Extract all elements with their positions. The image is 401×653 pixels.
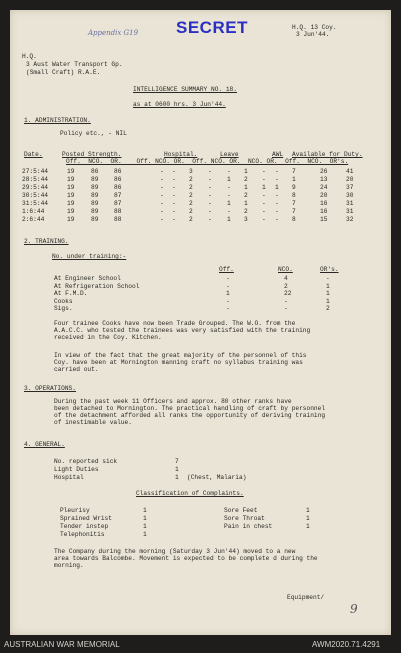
light-duties-value: 1 xyxy=(175,466,179,473)
strength-cell: - xyxy=(275,216,279,223)
strength-cell: 32 xyxy=(346,216,354,223)
hospital-label: Hospital xyxy=(54,474,84,481)
strength-cell: - xyxy=(208,216,212,223)
complaint-label: Sore Feet xyxy=(224,507,258,514)
strength-cell: 2 xyxy=(189,192,193,199)
strength-cell: - xyxy=(208,200,212,207)
strength-cell: 9 xyxy=(292,184,296,191)
strength-cell: - xyxy=(262,216,266,223)
training-paragraph-1: Four trainee Cooks have now been Trade Grouped. The W.O. from the A.A.C.C. who tested the trainees was very satisfied with the training received in the Coy. Kitchen. xyxy=(54,320,311,341)
strength-cell: 7 xyxy=(292,208,296,215)
sick-value: 7 xyxy=(175,458,179,465)
strength-cell: 16 xyxy=(320,208,328,215)
hq-line: H.Q. 13 Coy. xyxy=(292,24,337,31)
training-cell: 22 xyxy=(284,290,292,297)
strength-cell: 89 xyxy=(91,192,99,199)
complaint-label: Pain in chest xyxy=(224,523,273,530)
strength-cell: 2 xyxy=(244,208,248,215)
strength-cell: 1 xyxy=(292,176,296,183)
strength-cell: 89 xyxy=(91,184,99,191)
strength-cell: 8 xyxy=(292,216,296,223)
complaint-label: Sore Throat xyxy=(224,515,265,522)
section-3-heading: 3. OPERATIONS. xyxy=(24,385,76,392)
complaints-heading: Classification of Complaints. xyxy=(136,490,244,497)
strength-cell: - xyxy=(275,168,279,175)
training-col-off: Off. xyxy=(219,266,234,273)
strength-cell: 31:5:44 xyxy=(22,200,48,207)
strength-cell: 7 xyxy=(292,168,296,175)
section-4-heading: 4. GENERAL. xyxy=(24,441,65,448)
complaint-count: 1 xyxy=(306,515,310,522)
complaint-count: 1 xyxy=(306,523,310,530)
training-cell: 2 xyxy=(284,282,288,290)
complaint-label: Sprained Wrist xyxy=(60,515,112,522)
strength-cell: 2 xyxy=(244,192,248,199)
strength-cell: 28:5:44 xyxy=(22,176,48,183)
secret-stamp: SECRET xyxy=(176,18,248,37)
addressee-line-2: 3 Aust Water Transport Gp. xyxy=(26,61,123,68)
strength-cell: 86 xyxy=(114,184,122,191)
strength-cell: - xyxy=(172,200,176,207)
training-col-ors: OR's. xyxy=(320,266,339,273)
strength-cell: 2 xyxy=(189,184,193,191)
document-subtitle: as at 0600 hrs. 3 Jun'44. xyxy=(133,101,226,108)
strength-cell: - xyxy=(227,184,231,191)
strength-cell: 89 xyxy=(91,208,99,215)
strength-cell: 19 xyxy=(67,216,75,223)
policy-line: Policy etc., - NIL xyxy=(60,130,127,137)
strength-cell: - xyxy=(208,168,212,175)
col-available: Available for Duty. xyxy=(292,151,363,158)
strength-cell: - xyxy=(262,176,266,183)
complaint-count: 1 xyxy=(143,523,147,530)
strength-cell: 2 xyxy=(189,200,193,207)
strength-cell: 31 xyxy=(346,200,354,207)
strength-cell: - xyxy=(160,168,164,175)
strength-cell: 19 xyxy=(67,192,75,199)
strength-cell: 2:6:44 xyxy=(22,216,45,223)
strength-cell: 1 xyxy=(244,168,248,175)
strength-cell: 1 xyxy=(244,200,248,207)
strength-cell: 86 xyxy=(114,168,122,175)
training-cell: 4 xyxy=(284,275,288,282)
complaint-count: 1 xyxy=(143,515,147,522)
training-cell: 2 xyxy=(326,305,330,312)
strength-cell: - xyxy=(275,200,279,207)
training-paragraph-2: In view of the fact that the great majority of the personnel of this Coy. have been at Mornington manning craft no syllabus training was carried out. xyxy=(54,352,307,373)
strength-cell: - xyxy=(172,184,176,191)
training-cell: - xyxy=(284,305,288,312)
col-awl: AWL xyxy=(272,151,284,158)
strength-cell: - xyxy=(208,208,212,215)
strength-cell: - xyxy=(172,168,176,175)
complaint-count: 1 xyxy=(143,531,147,538)
strength-cell: - xyxy=(262,168,266,175)
strength-cell: 31 xyxy=(346,208,354,215)
training-cell: 1 xyxy=(326,282,330,290)
training-cell: - xyxy=(226,275,230,282)
hospital-note: (Chest, Malaria) xyxy=(187,474,247,481)
strength-cell: 26 xyxy=(320,168,328,175)
training-cell: 1 xyxy=(326,290,330,297)
col-posted: Posted Strength. xyxy=(62,151,122,158)
strength-cell: 3 xyxy=(189,168,193,175)
strength-cell: 24 xyxy=(320,184,328,191)
strength-cell: 30:5:44 xyxy=(22,192,48,199)
strength-cell: 1:6:44 xyxy=(22,208,45,215)
training-cell: - xyxy=(226,282,230,290)
training-row-label: At F.M.D. xyxy=(54,290,88,297)
strength-cell: - xyxy=(172,176,176,183)
strength-cell: 1 xyxy=(227,176,231,183)
training-cell: - xyxy=(326,275,330,282)
training-row-label: At Refrigeration School xyxy=(54,282,140,290)
strength-cell: 20 xyxy=(320,192,328,199)
strength-cell: 8 xyxy=(292,192,296,199)
training-cell: - xyxy=(226,305,230,312)
strength-cell: 2 xyxy=(189,176,193,183)
strength-cell: 19 xyxy=(67,200,75,207)
strength-cell: 30 xyxy=(346,192,354,199)
strength-cell: 86 xyxy=(114,176,122,183)
addressee-line-3: (Small Craft) R.A.E. xyxy=(26,69,101,76)
strength-cell: 27:5:44 xyxy=(22,168,48,175)
training-cell: 1 xyxy=(226,290,230,297)
strength-cell: - xyxy=(160,216,164,223)
strength-cell: 2 xyxy=(244,176,248,183)
strength-cell: 3 xyxy=(244,216,248,223)
strength-cell: - xyxy=(160,208,164,215)
strength-cell: 86 xyxy=(91,168,99,175)
training-subheading: No. under training:- xyxy=(52,253,127,260)
addressee-line-1: H.Q. xyxy=(22,53,37,60)
light-duties-label: Light Duties xyxy=(54,466,99,473)
strength-cell: - xyxy=(275,208,279,215)
strength-cell: 2 xyxy=(189,216,193,223)
strength-cell: 29:5:44 xyxy=(22,184,48,191)
complaint-count: 1 xyxy=(143,507,147,514)
strength-cell: - xyxy=(275,176,279,183)
archive-name: AUSTRALIAN WAR MEMORIAL xyxy=(4,640,120,649)
training-col-nco: NCO. xyxy=(278,266,293,273)
strength-cell: - xyxy=(227,168,231,175)
training-row-label: Sigs. xyxy=(54,305,73,312)
strength-cell: - xyxy=(172,192,176,199)
training-row-label: Cooks xyxy=(54,297,73,305)
strength-cell: 19 xyxy=(67,184,75,191)
strength-cell: - xyxy=(275,192,279,199)
strength-cell: 2 xyxy=(189,208,193,215)
strength-cell: - xyxy=(262,208,266,215)
strength-cell: - xyxy=(227,208,231,215)
strength-cell: - xyxy=(208,176,212,183)
strength-cell: 88 xyxy=(114,208,122,215)
strength-cell: 41 xyxy=(346,168,354,175)
archive-reference: AWM2020.71.4291 xyxy=(312,640,381,649)
hospital-value: 1 xyxy=(175,474,179,481)
document-title: INTELLIGENCE SUMMARY NO. 18. xyxy=(133,86,237,93)
strength-cell: 89 xyxy=(91,216,99,223)
strength-cell: 87 xyxy=(114,192,122,199)
strength-cell: - xyxy=(208,192,212,199)
strength-cell: 89 xyxy=(91,200,99,207)
section-2-heading: 2. TRAINING. xyxy=(24,238,69,245)
operations-paragraph: During the past week 11 Officers and approx. 80 other ranks have been detached to Mornington. The practical handling of craft by personnel of the detachment afforded all ranks the opportunity of deriving training of inestimable value. xyxy=(54,398,326,426)
handwritten-note: Appendix G19 xyxy=(88,29,139,37)
strength-cell: - xyxy=(172,208,176,215)
strength-cell: 20 xyxy=(346,176,354,183)
strength-cell: 37 xyxy=(346,184,354,191)
complaint-label: Pleurisy xyxy=(60,507,90,514)
general-paragraph: The Company during the morning (Saturday 3 Jun'44) moved to a new area towards Balcombe. Movement is expected to be complete d during the morning. xyxy=(54,548,318,569)
strength-cell: 19 xyxy=(67,176,75,183)
strength-cell: 88 xyxy=(114,216,122,223)
training-cell: - xyxy=(226,297,230,305)
strength-cell: - xyxy=(172,216,176,223)
strength-cell: 1 xyxy=(275,184,279,191)
strength-cell: - xyxy=(160,200,164,207)
strength-cell: 1 xyxy=(262,184,266,191)
complaint-label: Telephonitis xyxy=(60,531,105,538)
strength-cell: - xyxy=(160,192,164,199)
strength-cell: - xyxy=(160,184,164,191)
continuation-note: Equipment/ xyxy=(287,594,325,601)
strength-subheaders: Off. NCO. OR. Off. NCO. OR. Off. NCO. OR. NCO. OR. Off. NCO. OR's. xyxy=(66,158,349,165)
strength-cell: 1 xyxy=(227,216,231,223)
strength-cell: - xyxy=(262,200,266,207)
sick-label: No. reported sick xyxy=(54,458,118,465)
strength-cell: 7 xyxy=(292,200,296,207)
strength-cell: 19 xyxy=(67,208,75,215)
complaint-count: 1 xyxy=(306,507,310,514)
strength-cell: 87 xyxy=(114,200,122,207)
strength-cell: - xyxy=(262,192,266,199)
page-number: 9 xyxy=(350,602,358,616)
date-line: 3 Jun'44. xyxy=(296,31,330,38)
complaint-label: Tender instep xyxy=(60,523,109,530)
training-cell: - xyxy=(284,297,288,305)
col-hospital: Hospital. xyxy=(164,151,198,158)
strength-cell: 13 xyxy=(320,176,328,183)
strength-cell: - xyxy=(160,176,164,183)
strength-cell: 15 xyxy=(320,216,328,223)
strength-cell: 1 xyxy=(227,200,231,207)
strength-cell: 16 xyxy=(320,200,328,207)
strength-cell: 1 xyxy=(244,184,248,191)
training-row-label: At Engineer School xyxy=(54,275,121,282)
strength-cell: 19 xyxy=(67,168,75,175)
strength-cell: - xyxy=(208,184,212,191)
strength-cell: 89 xyxy=(91,176,99,183)
col-leave: Leave xyxy=(220,151,239,158)
training-cell: 1 xyxy=(326,297,330,305)
strength-cell: - xyxy=(227,192,231,199)
section-1-heading: 1. ADMINISTRATION. xyxy=(24,117,91,124)
col-date: Date. xyxy=(24,151,43,158)
